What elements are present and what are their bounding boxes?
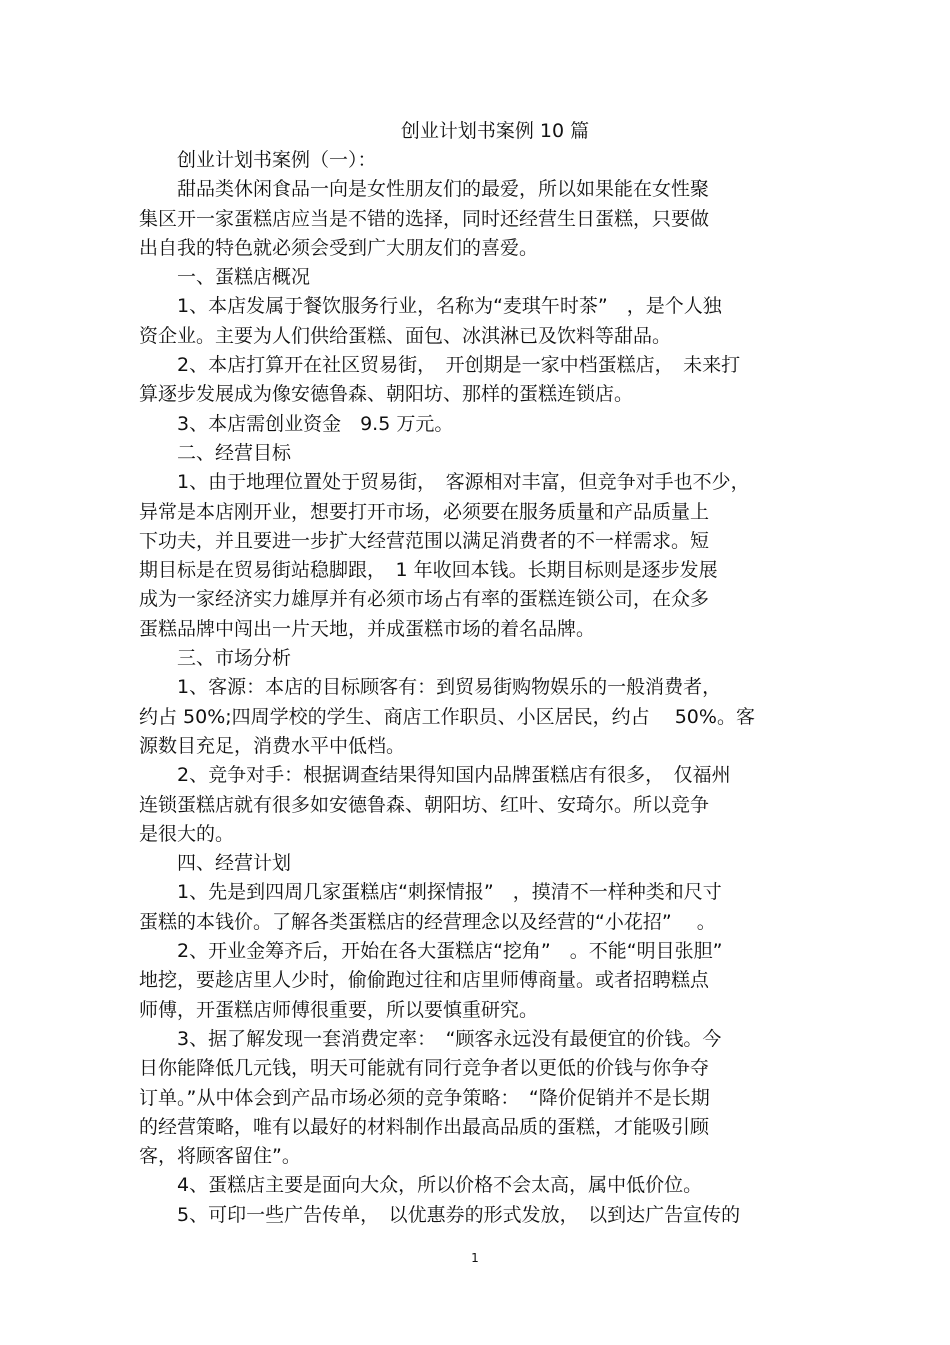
page-number: 1 xyxy=(471,1251,479,1265)
text-line: 连锁蛋糕店就有很多如安德鲁森、朝阳坊、红叶、安琦尔。所以竞争 xyxy=(139,793,710,816)
text-line: 资企业。主要为人们供给蛋糕、面包、冰淇淋已及饮料等甜品。 xyxy=(139,324,672,347)
text-line: 四、经营计划 xyxy=(177,852,292,875)
text-line: 约占 50%;四周学校的学生、商店工作职员、小区居民，约占 50%。客 xyxy=(139,705,755,728)
text-line: 1、由于地理位置处于贸易街， 客源相对丰富，但竞争对手也不少， xyxy=(177,471,750,494)
text-line: 2、竞争对手：根据调查结果得知国内品牌蛋糕店有很多， 仅福州 xyxy=(177,764,731,787)
document-title: 创业计划书案例 10 篇 xyxy=(400,120,590,142)
document-body xyxy=(139,146,811,1230)
text-line: 5、可印一些广告传单， 以优惠券的形式发放， 以到达广告宣传的 xyxy=(177,1203,741,1226)
text-line: 1、客源：本店的目标顾客有：到贸易街购物娱乐的一般消费者， xyxy=(177,676,722,699)
text-line: 1、本店发属于餐饮服务行业，名称为“麦琪午时茶” ，是个人独 xyxy=(177,295,722,318)
text-line: 地挖，要趁店里人少时，偷偷跑过往和店里师傅商量。或者招聘糕点 xyxy=(139,969,710,992)
text-line: 2、开业金筹齐后，开始在各大蛋糕店“挖角” 。不能“明目张胆” xyxy=(177,940,723,963)
text-line: 二、经营目标 xyxy=(177,441,292,464)
text-line: 甜品类休闲食品一向是女性朋友们的最爱，所以如果能在女性聚 xyxy=(177,178,710,201)
text-line: 4、蛋糕店主要是面向大众，所以价格不会太高，属中低价位。 xyxy=(177,1174,703,1197)
text-line: 师傅，开蛋糕店师傅很重要，所以要慎重研究。 xyxy=(139,998,539,1021)
text-line: 3、本店需创业资金 9.5 万元。 xyxy=(177,412,454,435)
text-line: 是很大的。 xyxy=(139,822,235,845)
text-line: 1、先是到四周几家蛋糕店“刺探情报” ，摸清不一样种类和尺寸 xyxy=(177,881,722,904)
text-line: 的经营策略，唯有以最好的材料制作出最高品质的蛋糕，才能吸引顾 xyxy=(139,1115,710,1138)
text-line: 算逐步发展成为像安德鲁森、朝阳坊、那样的蛋糕连锁店。 xyxy=(139,383,634,406)
text-line: 异常是本店刚开业，想要打开市场，必须要在服务质量和产品质量上 xyxy=(139,500,710,523)
text-line: 一、蛋糕店概况 xyxy=(177,266,311,289)
text-line: 集区开一家蛋糕店应当是不错的选择，同时还经营生日蛋糕，只要做 xyxy=(139,207,710,230)
text-line: 期目标是在贸易街站稳脚跟， 1 年收回本钱。长期目标则是逐步发展 xyxy=(139,559,718,582)
text-line: 蛋糕品牌中闯出一片天地，并成蛋糕市场的着名品牌。 xyxy=(139,617,596,640)
text-line: 下功夫，并且要进一步扩大经营范围以满足消费者的不一样需求。短 xyxy=(139,529,710,552)
text-line: 蛋糕的本钱价。了解各类蛋糕店的经营理念以及经营的“小花招” 。 xyxy=(139,910,716,933)
text-line: 客，将顾客留住”。 xyxy=(139,1145,301,1168)
text-line: 出自我的特色就必须会受到广大朋友们的喜爱。 xyxy=(139,236,539,259)
text-line: 订单。”从中体会到产品市场必须的竞争策略： “降价促销并不是长期 xyxy=(139,1086,710,1109)
text-line: 源数目充足，消费水平中低档。 xyxy=(139,734,406,757)
text-line: 3、据了解发现一套消费定率： “顾客永远没有最便宜的价钱。今 xyxy=(177,1027,722,1050)
text-line: 三、市场分析 xyxy=(177,647,292,670)
text-line: 成为一家经济实力雄厚并有必须市场占有率的蛋糕连锁公司，在众多 xyxy=(139,588,710,611)
text-line: 创业计划书案例（一）： xyxy=(177,149,377,171)
text-line: 日你能降低几元钱，明天可能就有同行竞争者以更低的价钱与你争夺 xyxy=(139,1057,710,1080)
text-line: 2、本店打算开在社区贸易街， 开创期是一家中档蛋糕店， 未来打 xyxy=(177,354,741,377)
